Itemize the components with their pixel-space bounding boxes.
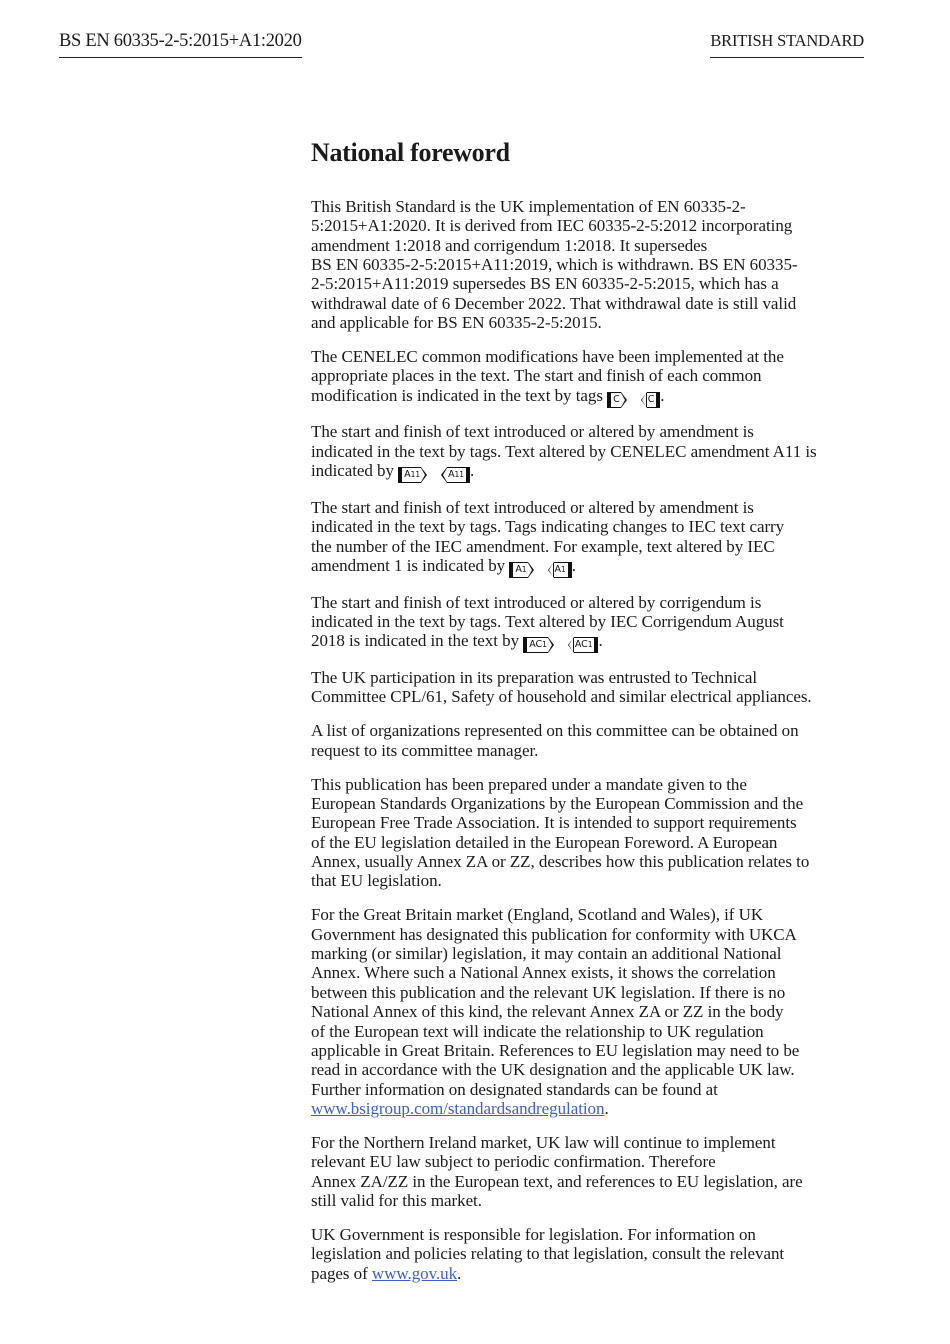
text-line: amendment 1:2018 and corrigendum 1:2018. It supersedes — [311, 235, 708, 255]
text-line — [311, 1264, 871, 1283]
tag-label: AC — [574, 639, 588, 651]
tag-label: A — [554, 563, 561, 575]
text-line: appropriate places in the text. The start and finish of each common — [311, 366, 762, 386]
text-line: relevant EU law subject to periodic confirmation. Therefore — [311, 1152, 716, 1172]
text-line — [311, 1099, 871, 1118]
text-segment: indicated by — [311, 461, 399, 481]
text-line — [311, 461, 871, 483]
text-line: Annex. Where such a National Annex exists, it shows the correlation — [311, 963, 776, 983]
text-line: National Annex of this kind, the relevant Annex ZA or ZZ in the body — [311, 1002, 784, 1022]
text-segment: 2018 is indicated in the text by — [311, 631, 524, 651]
text-line: BS EN 60335-2-5:2015+A11:2019, which is withdrawn. BS EN 60335- — [311, 255, 798, 275]
text-line: and applicable for BS EN 60335-2-5:2015. — [311, 313, 602, 333]
text-segment: pages of — [311, 1263, 372, 1283]
text-line — [311, 386, 871, 408]
tag-open-icon-ac1: AC 1 — [523, 637, 548, 653]
paragraph-uk-participation — [311, 668, 871, 707]
text-line: between this publication and the relevant UK legislation. If there is no — [311, 982, 786, 1002]
text-segment: amendment 1 is indicated by — [311, 555, 510, 575]
text-line: For the Northern Ireland market, UK law will continue to implement — [311, 1132, 776, 1152]
bsigroup-standards-link[interactable]: www.bsigroup.com/standardsandregulation — [311, 1098, 605, 1118]
text-line: legislation and policies relating to that legislation, consult the relevant — [311, 1244, 785, 1264]
paragraph-amendment-a1 — [311, 498, 871, 578]
text-segment: . — [457, 1263, 462, 1283]
text-segment: . — [604, 1098, 609, 1118]
text-line: the number of the IEC amendment. For example, text altered by IEC — [311, 536, 775, 556]
text-segment: . — [571, 555, 576, 575]
text-line: of the European text will indicate the relationship to UK regulation — [311, 1021, 764, 1041]
text-line: marking (or similar) legislation, it may contain an additional National — [311, 944, 782, 964]
paragraph-corrigendum-ac1 — [311, 593, 871, 654]
tag-label: AC — [529, 639, 543, 651]
text-segment: modification is indicated in the text by tags — [311, 385, 608, 405]
text-line: The CENELEC common modifications have been implemented at the — [311, 347, 784, 367]
text-line: 5:2015+A1:2020. It is derived from IEC 60335-2-5:2012 incorporating — [311, 216, 793, 236]
tag-label: C — [613, 393, 620, 405]
text-line: The start and finish of text introduced or altered by amendment is — [311, 422, 754, 442]
text-line: Annex, usually Annex ZA or ZZ, describes how this publication relates to — [311, 852, 810, 872]
paragraph-implementation — [311, 197, 871, 332]
text-line: Further information on designated standards can be found at — [311, 1079, 718, 1099]
tag-label: A — [515, 563, 522, 575]
text-line: European Standards Organizations by the European Commission and the — [311, 794, 804, 814]
text-line — [311, 556, 871, 578]
tag-label: C — [647, 393, 655, 405]
text-line: UK Government is responsible for legislation. For information on — [311, 1224, 756, 1244]
text-line: that EU legislation. — [311, 871, 442, 891]
text-line: For the Great Britain market (England, Scotland and Wales), if UK — [311, 905, 764, 925]
text-line: indicated in the text by tags. Text altered by IEC Corrigendum August — [311, 611, 784, 631]
paragraph-mandate — [311, 775, 871, 891]
paragraph-common-modifications — [311, 347, 871, 408]
paragraph-great-britain-market — [311, 905, 871, 1118]
text-line: of the EU legislation detailed in the European Foreword. A European — [311, 832, 778, 852]
tag-open-icon-a11: A 11 — [398, 467, 421, 483]
text-segment: . — [660, 385, 665, 405]
text-line: A list of organizations represented on this committee can be obtained on — [311, 721, 799, 741]
page-title: National foreword — [311, 138, 510, 167]
text-segment: . — [469, 461, 475, 481]
tag-open-icon-a1: A 1 — [509, 562, 527, 578]
tag-label: A — [448, 469, 455, 481]
running-header-document-id: BS EN 60335-2-5:2015+A1:2020 — [59, 30, 302, 58]
text-line: The UK participation in its preparation was entrusted to Technical — [311, 667, 758, 687]
text-line: The start and finish of text introduced or altered by amendment is — [311, 497, 754, 517]
tag-close-icon-a11: A 11 — [447, 467, 470, 483]
text-line: Government has designated this publication for conformity with UKCA — [311, 924, 797, 944]
text-line: The start and finish of text introduced or altered by corrigendum is — [311, 592, 762, 612]
text-line: indicated in the text by tags. Tags indicating changes to IEC text carry — [311, 517, 785, 537]
text-line: Committee CPL/61, Safety of household and similar electrical appliances. — [311, 687, 812, 707]
text-line: 2-5:2015+A11:2019 supersedes BS EN 60335-2-5:2015, which has a — [311, 274, 779, 294]
tag-close-icon-ac1: AC 1 — [574, 637, 599, 653]
paragraph-uk-government — [311, 1225, 871, 1283]
page-content — [311, 136, 871, 1298]
text-line: indicated in the text by tags. Text altered by CENELEC amendment A11 is — [311, 441, 817, 461]
text-line: still valid for this market. — [311, 1190, 482, 1210]
tag-close-icon-a1: A 1 — [554, 562, 572, 578]
text-segment: . — [598, 631, 603, 651]
gov-uk-link[interactable]: www.gov.uk — [371, 1263, 458, 1283]
text-line: request to its committee manager. — [311, 740, 539, 760]
tag-close-icon-c — [647, 392, 661, 408]
text-line: This British Standard is the UK implementation of EN 60335-2- — [311, 197, 746, 216]
running-header-publisher: BRITISH STANDARD — [710, 30, 864, 58]
paragraph-committee-list — [311, 721, 871, 760]
text-line: European Free Trade Association. It is intended to support requirements — [311, 813, 797, 833]
text-line: This publication has been prepared under a mandate given to the — [311, 774, 747, 794]
text-line: applicable in Great Britain. References to EU legislation may need to be — [311, 1040, 800, 1060]
text-line: withdrawal date of 6 December 2022. That withdrawal date is still valid — [311, 293, 797, 313]
paragraph-northern-ireland-market — [311, 1133, 871, 1210]
tag-label: A — [404, 469, 411, 481]
text-line: read in accordance with the UK designation and the applicable UK law. — [311, 1060, 795, 1080]
text-line: Annex ZA/ZZ in the European text, and references to EU legislation, are — [311, 1171, 803, 1191]
tag-open-icon-c — [607, 392, 621, 408]
text-line — [311, 631, 871, 653]
paragraph-amendment-a11 — [311, 422, 871, 483]
